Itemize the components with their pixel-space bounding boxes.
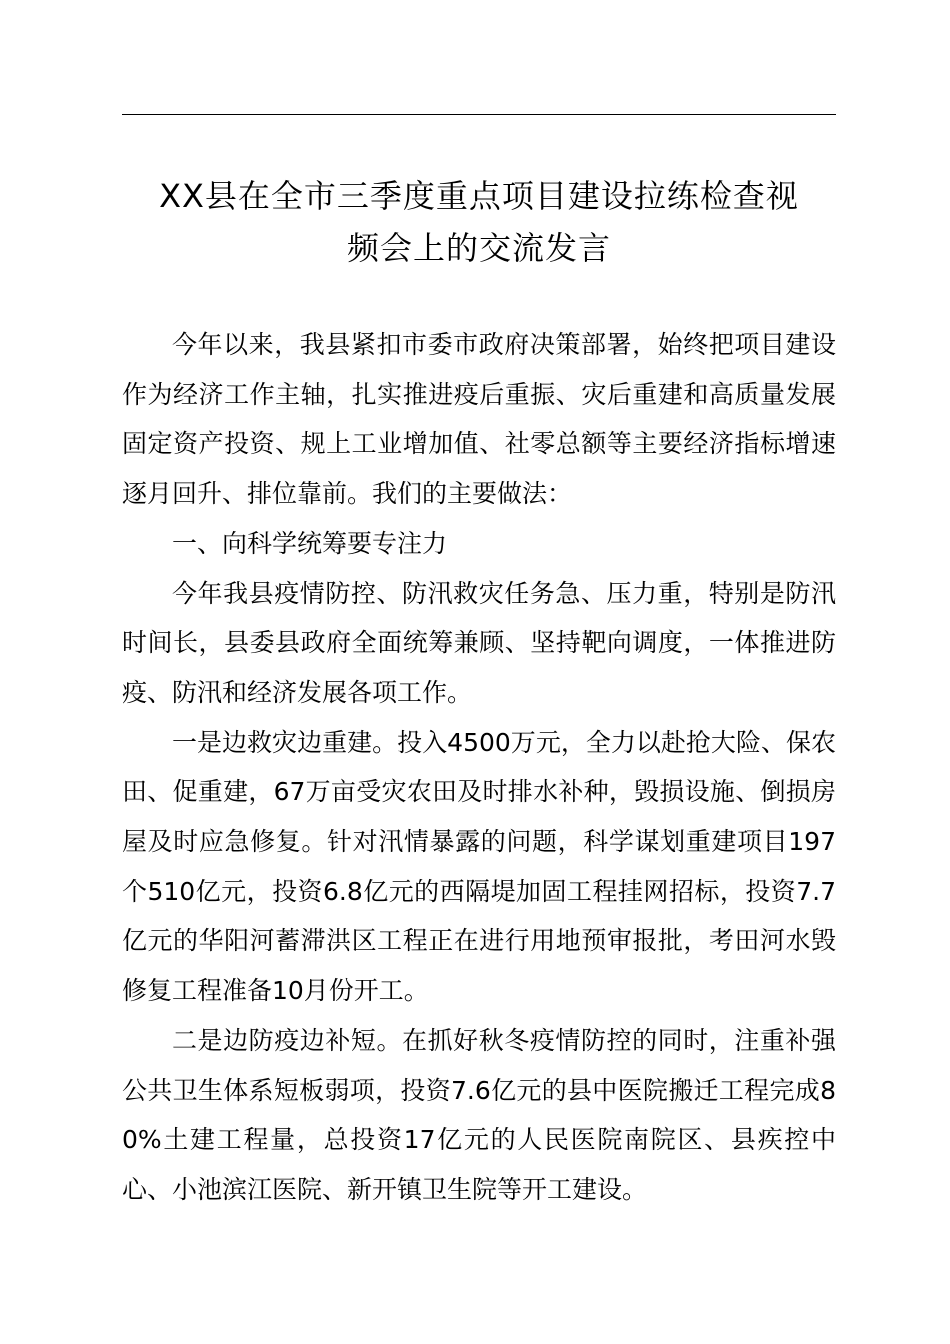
header-rule [122,114,836,115]
document-title [122,170,836,274]
document-body [122,320,836,1215]
section-heading-1: 一、向科学统筹要专注力 [172,528,448,558]
paragraph-overview: 今年我县疫情防控、防汛救灾任务急、压力重，特别是防汛时间长，县委县政府全面统筹兼顾、坚持靶向调度，一体推进防疫、防汛和经济发展各项工作。 [122,578,836,707]
title-line-2: 频会上的交流发言 [346,229,611,267]
paragraph-intro: 今年以来，我县紧扣市委市政府决策部署，始终把项目建设作为经济工作主轴，扎实推进疫后重振、灾后重建和高质量发展固定资产投资、规上工业增加值、社零总额等主要经济指标增速逐月回升、排位靠前。我们的主要做法： [122,330,836,509]
title-line-1: XX县在全市三季度重点项目建设拉练检查视 [159,177,799,215]
paragraph-epidemic-prevention: 二是边防疫边补短。在抓好秋冬疫情防控的同时，注重补强公共卫生体系短板弱项，投资7.6亿元的县中医院搬迁工程完成80%土建工程量，总投资17亿元的人民医院南院区、县疾控中心、小池滨江医院、新开镇卫生院等开工建设。 [122,1025,836,1204]
paragraph-disaster-relief: 一是边救灾边重建。投入4500万元，全力以赴抢大险、保农田、促重建，67万亩受灾农田及时排水补种，毁损设施、倒损房屋及时应急修复。针对汛情暴露的问题，科学谋划重建项目197个510亿元，投资6.8亿元的西隔堤加固工程挂网招标，投资7.7亿元的华阳河蓄滞洪区工程正在进行用地预审报批，考田河水毁修复工程准备10月份开工。 [122,727,836,1006]
